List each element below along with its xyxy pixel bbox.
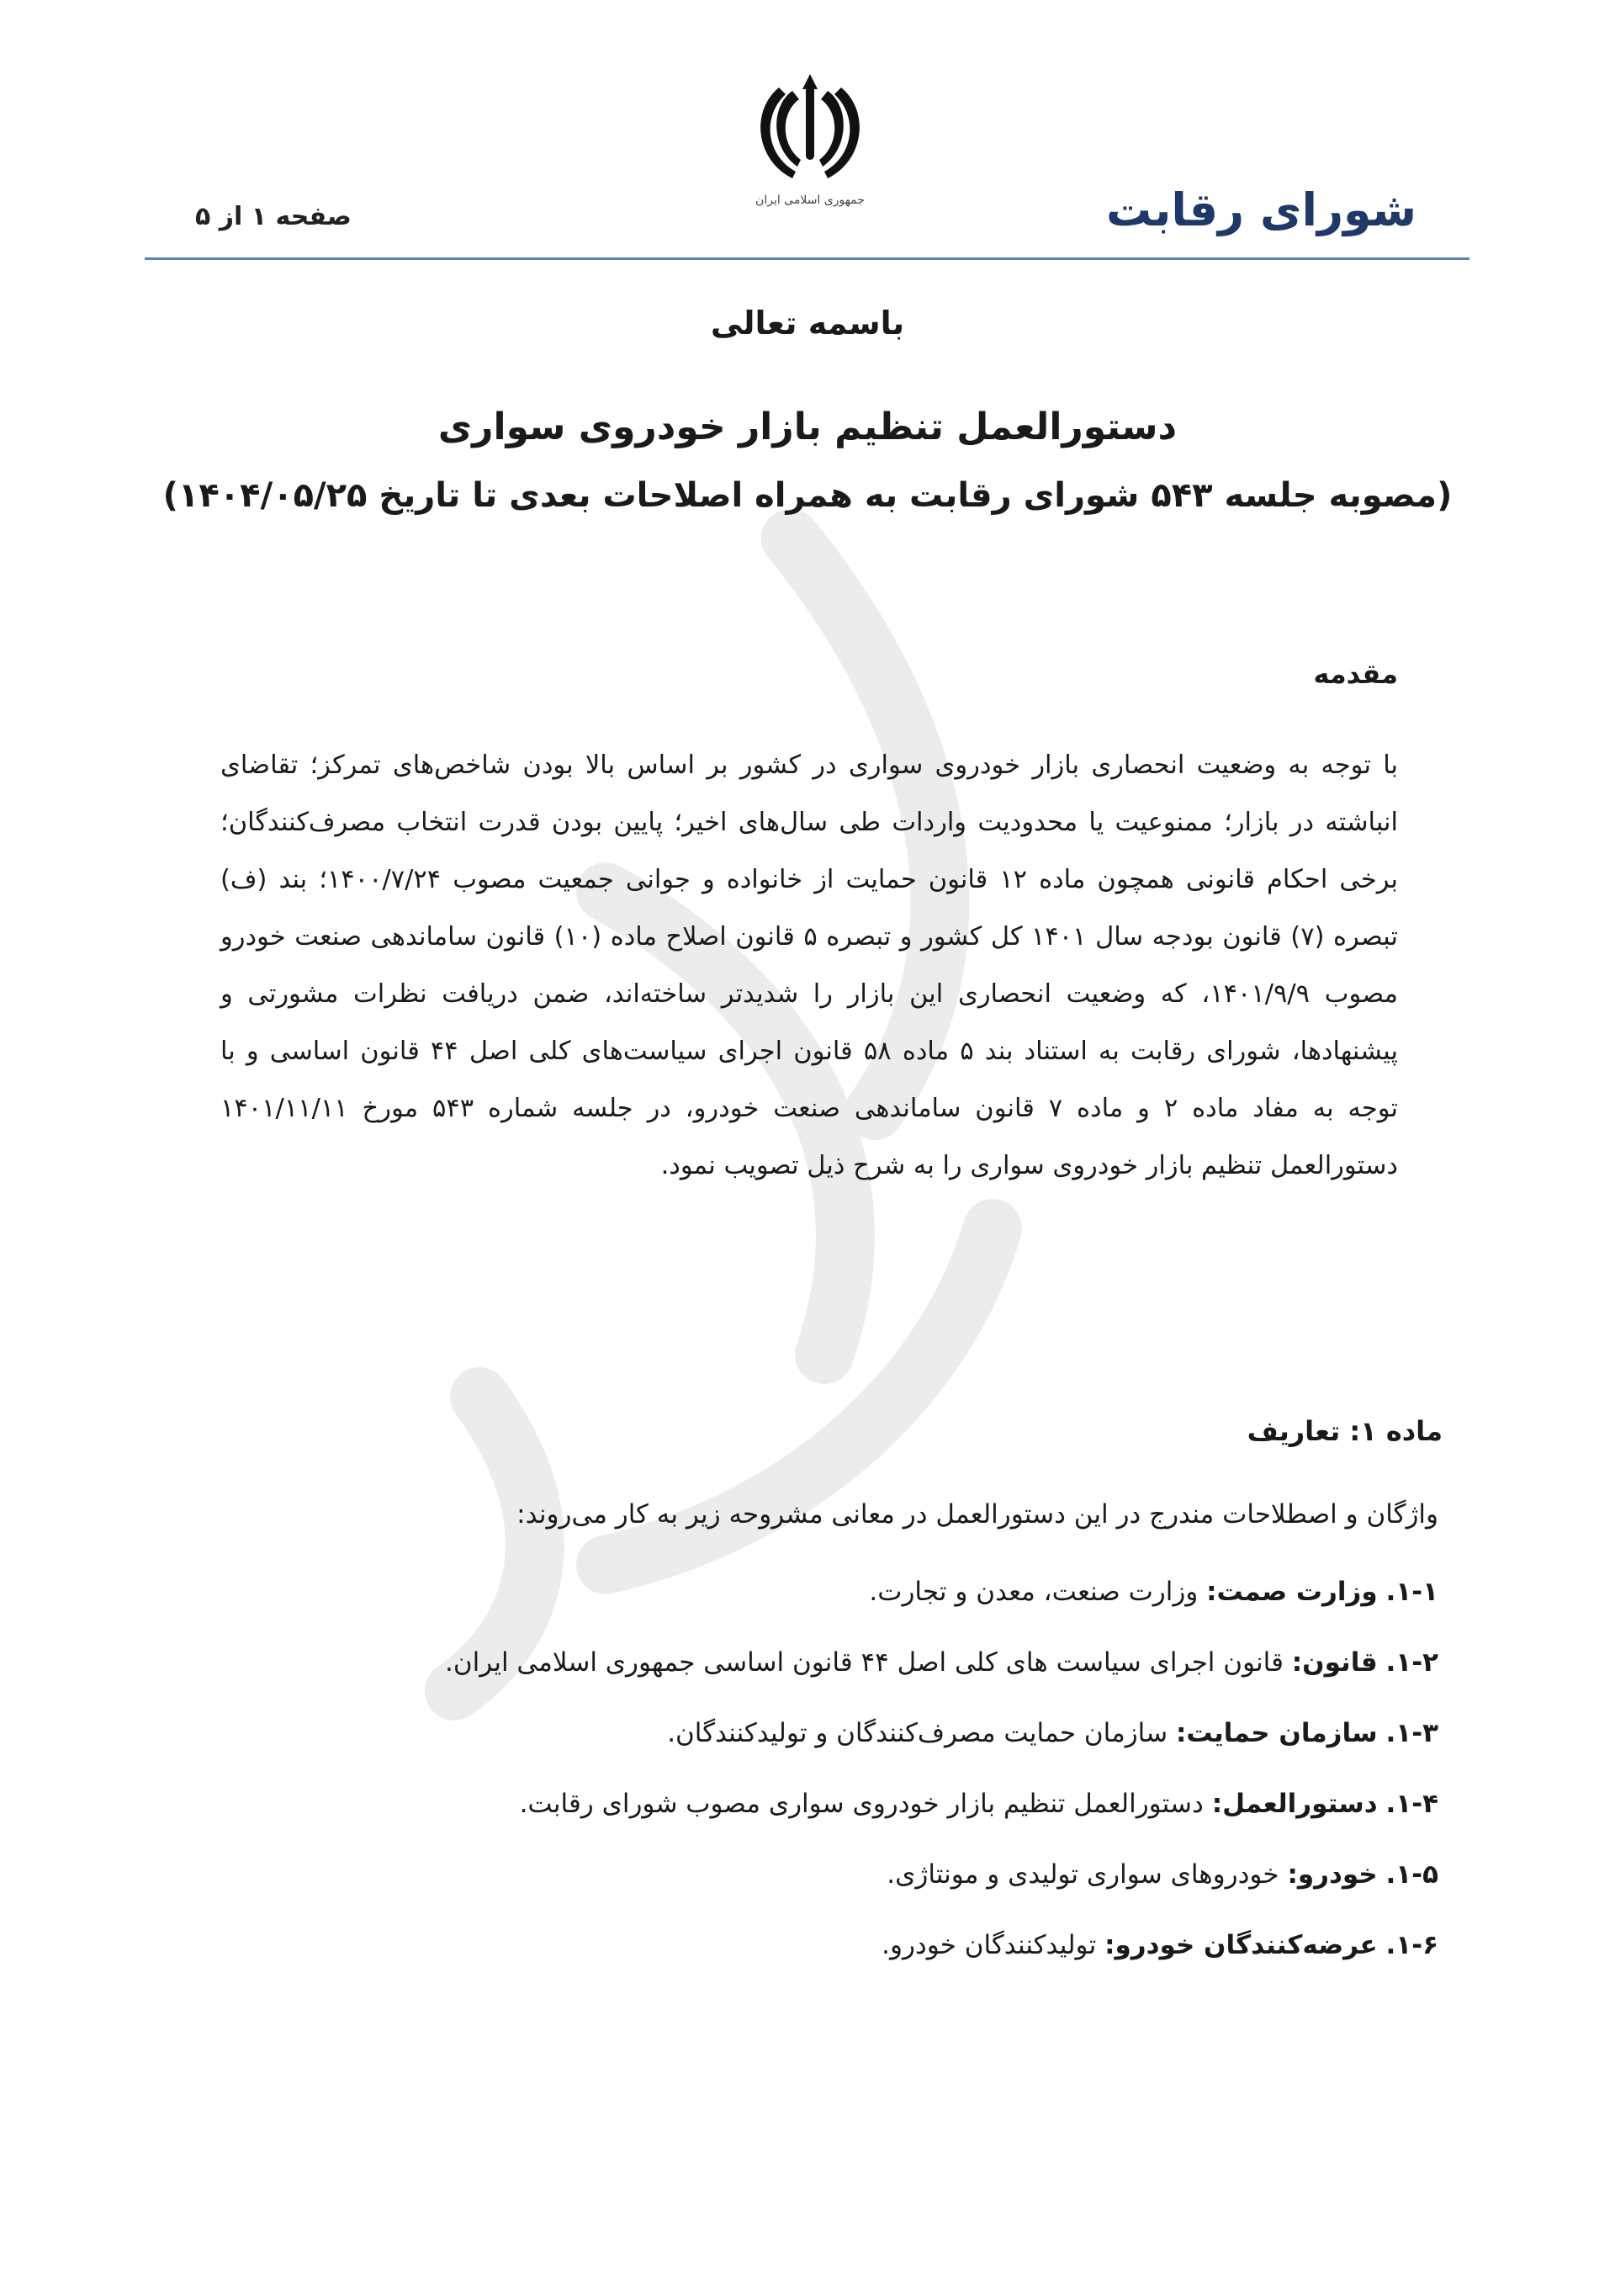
definition-text: خودروهای سواری تولیدی و مونتاژی. [887,1859,1279,1890]
intro-heading: مقدمه [1313,658,1398,690]
emblem-caption: جمهوری اسلامی ایران [755,194,865,207]
definition-text: دستورالعمل تنظیم بازار خودروی سواری مصوب شورای رقابت. [519,1789,1204,1819]
definition-number: ۱-۶. [1385,1930,1438,1960]
organization-name: شورای رقابت [1105,183,1416,236]
definition-text: تولیدکنندگان خودرو. [882,1930,1097,1960]
definition-item [177,1920,1438,1991]
iran-emblem-icon [755,67,865,185]
header-divider [145,257,1469,260]
definition-term: عرضه‌کنندگان خودرو: [1104,1930,1378,1960]
article-heading: ماده ۱: تعاریف [1247,1415,1443,1447]
page-number: صفحه ۱ از ۵ [195,202,352,231]
definition-item [177,1708,1438,1779]
definition-number: ۱-۲. [1385,1647,1438,1678]
definition-text: قانون اجرای سیاست های کلی اصل ۴۴ قانون اساسی جمهوری اسلامی ایران. [444,1647,1284,1678]
definition-item [177,1779,1438,1849]
definition-text: وزارت صنعت، معدن و تجارت. [869,1577,1199,1607]
definition-list [177,1567,1438,1991]
definition-number: ۱-۳. [1385,1718,1438,1748]
intro-paragraph: با توجه به وضعیت انحصاری بازار خودروی سواری در کشور بر اساس بالا بودن شاخص‌های تمرکز؛ تقاضای انباشته در بازار؛ ممنوعیت یا محدودیت واردات طی سال‌های اخیر؛ پایین بودن قدرت انتخاب مصرف‌کنندگان؛ برخی احکام قانونی همچون ماده ۱۲ قانون حمایت از خانواده و جوانی جمعیت مصوب ۱۴۰۰/۷/۲۴؛ بند (ف) تبصره (۷) قانون بودجه سال ۱۴۰۱ کل کشور و تبصره ۵ قانون اصلاح ماده (۱۰) قانون ساماندهی صنعت خودرو مصوب ۱۴۰۱/۹/۹، که وضعیت انحصاری این بازار را شدیدتر ساخته‌اند، ضمن دریافت نظرات مشورتی و پیشنهادها، شورای رقابت به استناد بند ۵ ماده ۵۸ قانون اجرای سیاست‌های کلی اصل ۴۴ قانون اساسی و با توجه به مفاد ماده ۲ و ماده ۷ قانون ساماندهی صنعت خودرو، در جلسه شماره ۵۴۳ مورخ ۱۴۰۱/۱۱/۱۱ دستورالعمل تنظیم بازار خودروی سواری را به شرح ذیل تصویب نمود. [220,750,1399,1180]
definition-number: ۱-۴. [1385,1789,1438,1819]
definition-text: سازمان حمایت مصرف‌کنندگان و تولیدکنندگان. [667,1718,1168,1748]
definition-item [177,1567,1438,1637]
definition-term: دستورالعمل: [1211,1789,1378,1819]
basmala: باسمه تعالی [710,305,905,342]
definition-item [177,1849,1438,1920]
definition-term: خودرو: [1287,1859,1378,1890]
document-title: دستورالعمل تنظیم بازار خودروی سواری [437,406,1178,448]
definition-number: ۱-۱. [1385,1577,1438,1607]
definition-number: ۱-۵. [1385,1859,1438,1890]
article-intro: واژگان و اصطلاحات مندرج در این دستورالعمل در معانی مشروحه زیر به کار می‌روند: [516,1499,1438,1530]
definition-item [177,1637,1438,1708]
definition-term: قانون: [1291,1647,1378,1678]
definition-term: سازمان حمایت: [1175,1718,1378,1748]
definition-term: وزارت صمت: [1206,1577,1378,1607]
document-subtitle: (مصوبه جلسه ۵۴۳ شورای رقابت به همراه اصلاحات بعدی تا تاریخ ۱۴۰۴/۰۵/۲۵) [162,476,1453,515]
